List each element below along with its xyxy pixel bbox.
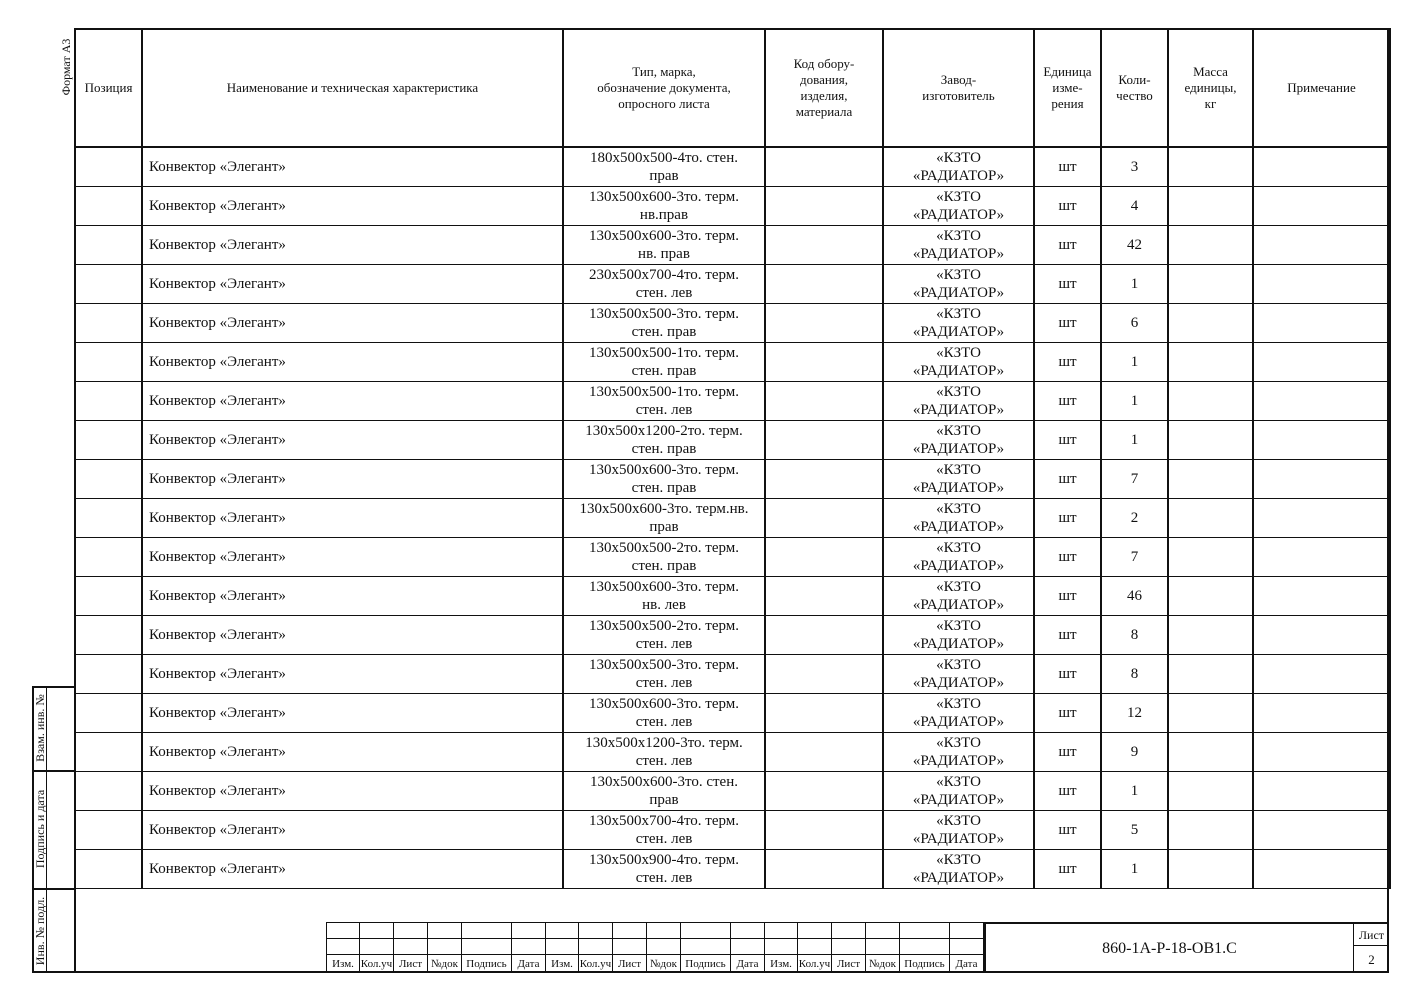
revision-cell xyxy=(613,939,647,955)
revision-label: Дата xyxy=(512,955,546,973)
revision-label: №док xyxy=(866,955,900,973)
cell-position xyxy=(75,810,142,849)
cell-unit: шт xyxy=(1034,381,1101,420)
cell-mass xyxy=(1168,771,1253,810)
table-row xyxy=(75,576,1390,615)
cell-note xyxy=(1253,498,1390,537)
cell-type-mark: 130х500х500-3то. терм. стен. прав xyxy=(563,303,765,342)
col-header-unit: Единица изме- рения xyxy=(1034,29,1101,147)
cell-code xyxy=(765,576,883,615)
cell-quantity: 4 xyxy=(1101,186,1168,225)
cell-unit: шт xyxy=(1034,498,1101,537)
cell-note xyxy=(1253,381,1390,420)
revision-cell xyxy=(950,939,984,955)
cell-maker: «КЗТО «РАДИАТОР» xyxy=(883,732,1034,771)
cell-maker: «КЗТО «РАДИАТОР» xyxy=(883,615,1034,654)
col-header-position: Позиция xyxy=(75,29,142,147)
table-row xyxy=(75,264,1390,303)
cell-unit: шт xyxy=(1034,186,1101,225)
revision-cell xyxy=(360,939,394,955)
revision-label: Подпись xyxy=(900,955,950,973)
cell-name: Конвектор «Элегант» xyxy=(142,537,563,576)
cell-type-mark: 130х500х600-3то. терм. нв.прав xyxy=(563,186,765,225)
table-row xyxy=(75,654,1390,693)
cell-mass xyxy=(1168,186,1253,225)
cell-name: Конвектор «Элегант» xyxy=(142,498,563,537)
cell-mass xyxy=(1168,303,1253,342)
revision-row xyxy=(327,923,984,939)
revision-label: Кол.уч xyxy=(798,955,832,973)
cell-note xyxy=(1253,303,1390,342)
cell-note xyxy=(1253,654,1390,693)
cell-unit: шт xyxy=(1034,342,1101,381)
cell-type-mark: 180х500х500-4то. стен. прав xyxy=(563,147,765,186)
col-header-name: Наименование и техническая характеристика xyxy=(142,29,563,147)
table-row xyxy=(75,342,1390,381)
revision-cell xyxy=(613,923,647,939)
cell-note xyxy=(1253,732,1390,771)
revision-cell xyxy=(681,939,731,955)
cell-maker: «КЗТО «РАДИАТОР» xyxy=(883,303,1034,342)
cell-mass xyxy=(1168,654,1253,693)
cell-code xyxy=(765,303,883,342)
cell-type-mark: 130х500х1200-2то. терм. стен. прав xyxy=(563,420,765,459)
revision-cell xyxy=(512,923,546,939)
cell-note xyxy=(1253,147,1390,186)
cell-note xyxy=(1253,771,1390,810)
cell-maker: «КЗТО «РАДИАТОР» xyxy=(883,576,1034,615)
cell-mass xyxy=(1168,615,1253,654)
cell-mass xyxy=(1168,459,1253,498)
document-number: 860-1А-Р-18-ОВ1.С xyxy=(984,922,1353,973)
cell-unit: шт xyxy=(1034,420,1101,459)
cell-name: Конвектор «Элегант» xyxy=(142,420,563,459)
revision-cell xyxy=(832,923,866,939)
revision-label: Подпись xyxy=(462,955,512,973)
cell-type-mark: 130х500х1200-3то. терм. стен. лев xyxy=(563,732,765,771)
table-row xyxy=(75,537,1390,576)
cell-quantity: 2 xyxy=(1101,498,1168,537)
cell-type-mark: 130х500х600-3то. терм. нв. лев xyxy=(563,576,765,615)
revision-label: Лист xyxy=(394,955,428,973)
cell-position xyxy=(75,771,142,810)
cell-mass xyxy=(1168,732,1253,771)
cell-quantity: 42 xyxy=(1101,225,1168,264)
cell-type-mark: 130х500х600-3то. терм. стен. лев xyxy=(563,693,765,732)
cell-quantity: 1 xyxy=(1101,771,1168,810)
cell-maker: «КЗТО «РАДИАТОР» xyxy=(883,342,1034,381)
cell-unit: шт xyxy=(1034,537,1101,576)
cell-note xyxy=(1253,186,1390,225)
cell-unit: шт xyxy=(1034,147,1101,186)
cell-quantity: 8 xyxy=(1101,615,1168,654)
cell-position xyxy=(75,420,142,459)
cell-position xyxy=(75,381,142,420)
sheet-label: Лист xyxy=(1354,924,1389,946)
revision-cell xyxy=(900,939,950,955)
cell-code xyxy=(765,459,883,498)
cell-code xyxy=(765,498,883,537)
cell-type-mark: 130х500х500-2то. терм. стен. лев xyxy=(563,615,765,654)
cell-note xyxy=(1253,264,1390,303)
cell-code xyxy=(765,381,883,420)
cell-quantity: 9 xyxy=(1101,732,1168,771)
cell-quantity: 5 xyxy=(1101,810,1168,849)
cell-mass xyxy=(1168,225,1253,264)
cell-maker: «КЗТО «РАДИАТОР» xyxy=(883,186,1034,225)
cell-code xyxy=(765,810,883,849)
cell-name: Конвектор «Элегант» xyxy=(142,225,563,264)
cell-type-mark: 130х500х900-4то. терм. стен. лев xyxy=(563,849,765,888)
podpis-data-label: Подпись и дата xyxy=(33,789,47,869)
sheet-number: 2 xyxy=(1368,952,1375,967)
vzam-inv-label: Взам. инв. № xyxy=(33,694,47,762)
cell-unit: шт xyxy=(1034,303,1101,342)
cell-position xyxy=(75,186,142,225)
revision-cell xyxy=(512,939,546,955)
revision-cell xyxy=(798,939,832,955)
cell-position xyxy=(75,537,142,576)
specification-table xyxy=(74,28,1391,889)
cell-name: Конвектор «Элегант» xyxy=(142,849,563,888)
table-header-row xyxy=(75,29,1390,147)
cell-type-mark: 130х500х500-3то. терм. стен. лев xyxy=(563,654,765,693)
col-header-type: Тип, марка, обозначение документа, опросного листа xyxy=(563,29,765,147)
cell-mass xyxy=(1168,537,1253,576)
cell-type-mark: 130х500х500-1то. терм. стен. лев xyxy=(563,381,765,420)
revision-cell xyxy=(546,939,579,955)
cell-type-mark: 130х500х600-3то. терм. нв. прав xyxy=(563,225,765,264)
cell-quantity: 1 xyxy=(1101,849,1168,888)
cell-quantity: 1 xyxy=(1101,381,1168,420)
cell-maker: «КЗТО «РАДИАТОР» xyxy=(883,537,1034,576)
cell-code xyxy=(765,342,883,381)
revision-label: №док xyxy=(428,955,462,973)
cell-position xyxy=(75,615,142,654)
table-row xyxy=(75,225,1390,264)
cell-maker: «КЗТО «РАДИАТОР» xyxy=(883,654,1034,693)
cell-mass xyxy=(1168,342,1253,381)
cell-code xyxy=(765,537,883,576)
cell-quantity: 1 xyxy=(1101,342,1168,381)
cell-mass xyxy=(1168,810,1253,849)
cell-position xyxy=(75,849,142,888)
cell-mass xyxy=(1168,264,1253,303)
cell-code xyxy=(765,225,883,264)
table-row xyxy=(75,498,1390,537)
inv-podl-label: Инв. № подл. xyxy=(33,896,47,966)
cell-code xyxy=(765,147,883,186)
table-row xyxy=(75,615,1390,654)
cell-name: Конвектор «Элегант» xyxy=(142,381,563,420)
revision-cell xyxy=(327,939,360,955)
cell-quantity: 7 xyxy=(1101,537,1168,576)
revision-cell xyxy=(428,939,462,955)
cell-unit: шт xyxy=(1034,693,1101,732)
cell-type-mark: 130х500х600-3то. терм. стен. прав xyxy=(563,459,765,498)
cell-name: Конвектор «Элегант» xyxy=(142,654,563,693)
revision-cell xyxy=(765,939,798,955)
cell-position xyxy=(75,459,142,498)
cell-name: Конвектор «Элегант» xyxy=(142,264,563,303)
side-stamp-line xyxy=(32,770,74,772)
cell-note xyxy=(1253,849,1390,888)
table-row xyxy=(75,459,1390,498)
revision-cell xyxy=(327,923,360,939)
cell-type-mark: 130х500х500-2то. терм. стен. прав xyxy=(563,537,765,576)
cell-quantity: 46 xyxy=(1101,576,1168,615)
cell-quantity: 7 xyxy=(1101,459,1168,498)
cell-code xyxy=(765,849,883,888)
cell-type-mark: 130х500х500-1то. терм. стен. прав xyxy=(563,342,765,381)
col-header-code: Код обору- дования, изделия, материала xyxy=(765,29,883,147)
cell-position xyxy=(75,225,142,264)
cell-name: Конвектор «Элегант» xyxy=(142,810,563,849)
cell-note xyxy=(1253,810,1390,849)
cell-type-mark: 130х500х600-3то. стен. прав xyxy=(563,771,765,810)
cell-unit: шт xyxy=(1034,732,1101,771)
cell-mass xyxy=(1168,693,1253,732)
revision-label: Изм. xyxy=(765,955,798,973)
cell-name: Конвектор «Элегант» xyxy=(142,576,563,615)
table-row xyxy=(75,810,1390,849)
cell-quantity: 12 xyxy=(1101,693,1168,732)
revision-cell xyxy=(798,923,832,939)
cell-code xyxy=(765,186,883,225)
table-row xyxy=(75,420,1390,459)
cell-position xyxy=(75,654,142,693)
revision-label: Подпись xyxy=(681,955,731,973)
cell-code xyxy=(765,420,883,459)
cell-position xyxy=(75,693,142,732)
revision-label: Изм. xyxy=(546,955,579,973)
cell-name: Конвектор «Элегант» xyxy=(142,771,563,810)
cell-mass xyxy=(1168,849,1253,888)
cell-unit: шт xyxy=(1034,225,1101,264)
revision-cell xyxy=(462,939,512,955)
revision-cell xyxy=(546,923,579,939)
cell-maker: «КЗТО «РАДИАТОР» xyxy=(883,459,1034,498)
cell-position xyxy=(75,498,142,537)
table-row xyxy=(75,303,1390,342)
cell-note xyxy=(1253,576,1390,615)
cell-unit: шт xyxy=(1034,264,1101,303)
revision-label: Дата xyxy=(731,955,765,973)
revision-row xyxy=(327,939,984,955)
cell-code xyxy=(765,264,883,303)
revision-cell xyxy=(647,923,681,939)
revision-label: Изм. xyxy=(327,955,360,973)
cell-maker: «КЗТО «РАДИАТОР» xyxy=(883,147,1034,186)
cell-name: Конвектор «Элегант» xyxy=(142,615,563,654)
cell-maker: «КЗТО «РАДИАТОР» xyxy=(883,849,1034,888)
cell-position xyxy=(75,147,142,186)
revision-label: Кол.уч xyxy=(360,955,394,973)
cell-note xyxy=(1253,420,1390,459)
revision-cell xyxy=(647,939,681,955)
revision-cell xyxy=(731,939,765,955)
revision-cell xyxy=(900,923,950,939)
cell-position xyxy=(75,732,142,771)
cell-note xyxy=(1253,342,1390,381)
cell-maker: «КЗТО «РАДИАТОР» xyxy=(883,420,1034,459)
table-row xyxy=(75,771,1390,810)
cell-mass xyxy=(1168,498,1253,537)
col-header-qty: Коли- чество xyxy=(1101,29,1168,147)
cell-note xyxy=(1253,693,1390,732)
cell-name: Конвектор «Элегант» xyxy=(142,459,563,498)
cell-type-mark: 130х500х700-4то. терм. стен. лев xyxy=(563,810,765,849)
revision-cell xyxy=(866,939,900,955)
cell-name: Конвектор «Элегант» xyxy=(142,147,563,186)
cell-quantity: 1 xyxy=(1101,264,1168,303)
table-row xyxy=(75,693,1390,732)
cell-name: Конвектор «Элегант» xyxy=(142,342,563,381)
cell-note xyxy=(1253,615,1390,654)
cell-mass xyxy=(1168,420,1253,459)
cell-unit: шт xyxy=(1034,576,1101,615)
cell-note xyxy=(1253,225,1390,264)
cell-name: Конвектор «Элегант» xyxy=(142,693,563,732)
cell-code xyxy=(765,615,883,654)
cell-note xyxy=(1253,537,1390,576)
cell-code xyxy=(765,732,883,771)
revision-cell xyxy=(681,923,731,939)
cell-quantity: 8 xyxy=(1101,654,1168,693)
revision-cell xyxy=(579,939,613,955)
cell-type-mark: 230х500х700-4то. терм. стен. лев xyxy=(563,264,765,303)
col-header-mass: Масса единицы, кг xyxy=(1168,29,1253,147)
table-row xyxy=(75,147,1390,186)
table-row xyxy=(75,732,1390,771)
cell-name: Конвектор «Элегант» xyxy=(142,732,563,771)
table-row xyxy=(75,381,1390,420)
revision-cell xyxy=(462,923,512,939)
cell-maker: «КЗТО «РАДИАТОР» xyxy=(883,264,1034,303)
cell-position xyxy=(75,576,142,615)
cell-type-mark: 130х500х600-3то. терм.нв. прав xyxy=(563,498,765,537)
cell-unit: шт xyxy=(1034,810,1101,849)
revision-cell xyxy=(360,923,394,939)
cell-maker: «КЗТО «РАДИАТОР» xyxy=(883,498,1034,537)
cell-maker: «КЗТО «РАДИАТОР» xyxy=(883,810,1034,849)
cell-code xyxy=(765,771,883,810)
col-header-maker: Завод- изготовитель xyxy=(883,29,1034,147)
revision-cell xyxy=(428,923,462,939)
cell-unit: шт xyxy=(1034,849,1101,888)
revision-cell xyxy=(394,939,428,955)
revision-label: Лист xyxy=(832,955,866,973)
cell-unit: шт xyxy=(1034,459,1101,498)
table-row xyxy=(75,849,1390,888)
cell-maker: «КЗТО «РАДИАТОР» xyxy=(883,225,1034,264)
revision-label: Дата xyxy=(950,955,984,973)
cell-maker: «КЗТО «РАДИАТОР» xyxy=(883,381,1034,420)
revision-cell xyxy=(579,923,613,939)
cell-mass xyxy=(1168,576,1253,615)
cell-unit: шт xyxy=(1034,615,1101,654)
cell-name: Конвектор «Элегант» xyxy=(142,186,563,225)
cell-code xyxy=(765,693,883,732)
revision-label: №док xyxy=(647,955,681,973)
cell-quantity: 6 xyxy=(1101,303,1168,342)
table-row xyxy=(75,186,1390,225)
cell-position xyxy=(75,303,142,342)
cell-name: Конвектор «Элегант» xyxy=(142,303,563,342)
cell-unit: шт xyxy=(1034,771,1101,810)
revision-cell xyxy=(731,923,765,939)
revision-label-row xyxy=(327,955,984,973)
cell-maker: «КЗТО «РАДИАТОР» xyxy=(883,771,1034,810)
revision-cell xyxy=(765,923,798,939)
cell-position xyxy=(75,264,142,303)
cell-note xyxy=(1253,459,1390,498)
cell-quantity: 1 xyxy=(1101,420,1168,459)
sheet-box xyxy=(1353,922,1389,973)
cell-unit: шт xyxy=(1034,654,1101,693)
revision-label: Кол.уч xyxy=(579,955,613,973)
col-header-note: Примечание xyxy=(1253,29,1390,147)
revision-cell xyxy=(950,923,984,939)
cell-quantity: 3 xyxy=(1101,147,1168,186)
revision-table xyxy=(326,922,984,973)
cell-mass xyxy=(1168,147,1253,186)
cell-maker: «КЗТО «РАДИАТОР» xyxy=(883,693,1034,732)
cell-mass xyxy=(1168,381,1253,420)
revision-label: Лист xyxy=(613,955,647,973)
revision-cell xyxy=(866,923,900,939)
cell-code xyxy=(765,654,883,693)
revision-cell xyxy=(832,939,866,955)
format-label: Формат А3 xyxy=(59,38,73,96)
cell-position xyxy=(75,342,142,381)
revision-cell xyxy=(394,923,428,939)
